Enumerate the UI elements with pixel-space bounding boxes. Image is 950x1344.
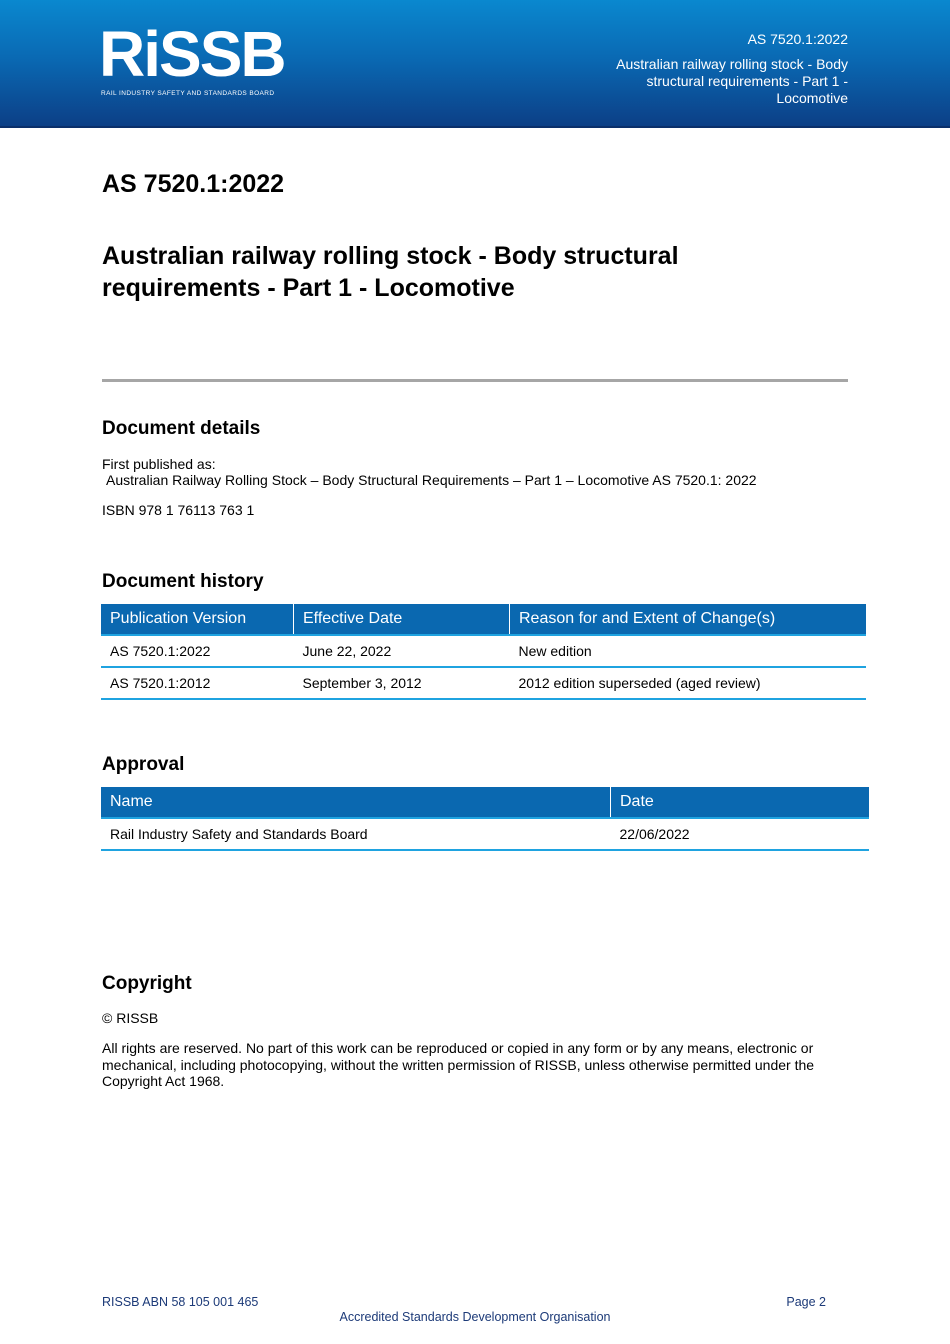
first-published-label: First published as: [102, 456, 216, 472]
approval-table [101, 787, 869, 851]
table-cell: 22/06/2022 [611, 818, 870, 850]
table-cell: 2012 edition superseded (aged review) [510, 667, 867, 699]
table-cell: September 3, 2012 [294, 667, 510, 699]
table-row [101, 635, 866, 667]
column-header: Reason for and Extent of Change(s) [510, 604, 867, 635]
table-cell: June 22, 2022 [294, 635, 510, 667]
table-cell: AS 7520.1:2022 [101, 635, 294, 667]
approval-heading: Approval [102, 754, 185, 775]
table-header-row [101, 787, 869, 818]
page-number: Page 2 [786, 1295, 826, 1309]
table-cell: AS 7520.1:2012 [101, 667, 294, 699]
logo-tagline: RAIL INDUSTRY SAFETY AND STANDARDS BOARD [101, 90, 275, 97]
copyright-text: All rights are reserved. No part of this work can be reproduced or copied in any form or by any means, electronic or mechanical, including photocopying, without the written permission of RISSB, unless otherwise permitted under the Copyright Act 1968. [102, 1040, 815, 1089]
document-code: AS 7520.1:2022 [102, 170, 285, 198]
table-cell: New edition [510, 635, 867, 667]
footer-abn: RISSB ABN 58 105 001 465 [102, 1295, 259, 1309]
document-title: Australian railway rolling stock - Body structural requirements - Part 1 - Locomotive [102, 242, 679, 302]
first-published-value: Australian Railway Rolling Stock – Body Structural Requirements – Part 1 – Locomotive AS 7520.1: 2022 [106, 472, 757, 488]
isbn: ISBN 978 1 76113 763 1 [102, 502, 255, 518]
table-cell: Rail Industry Safety and Standards Board [101, 818, 611, 850]
header-document-code: AS 7520.1:2022 [747, 31, 848, 47]
table-row [101, 667, 866, 699]
column-header: Date [611, 787, 870, 818]
footer-accreditation: Accredited Standards Development Organisation [339, 1310, 611, 1324]
column-header: Publication Version [101, 604, 294, 635]
column-header: Name [101, 787, 611, 818]
table-header-row [101, 604, 866, 635]
rissb-logo: RiSSB [99, 18, 285, 90]
header-document-title: Australian railway rolling stock - Body structural requirements - Part 1 - Locomotive [616, 56, 848, 106]
copyright-owner: © RISSB [102, 1010, 159, 1026]
document-details-heading: Document details [102, 418, 261, 439]
column-header: Effective Date [294, 604, 510, 635]
table-row [101, 818, 869, 850]
document-history-heading: Document history [102, 571, 264, 592]
copyright-heading: Copyright [102, 973, 192, 994]
document-history-table [101, 604, 866, 700]
header-band [0, 0, 950, 128]
divider [102, 379, 848, 382]
